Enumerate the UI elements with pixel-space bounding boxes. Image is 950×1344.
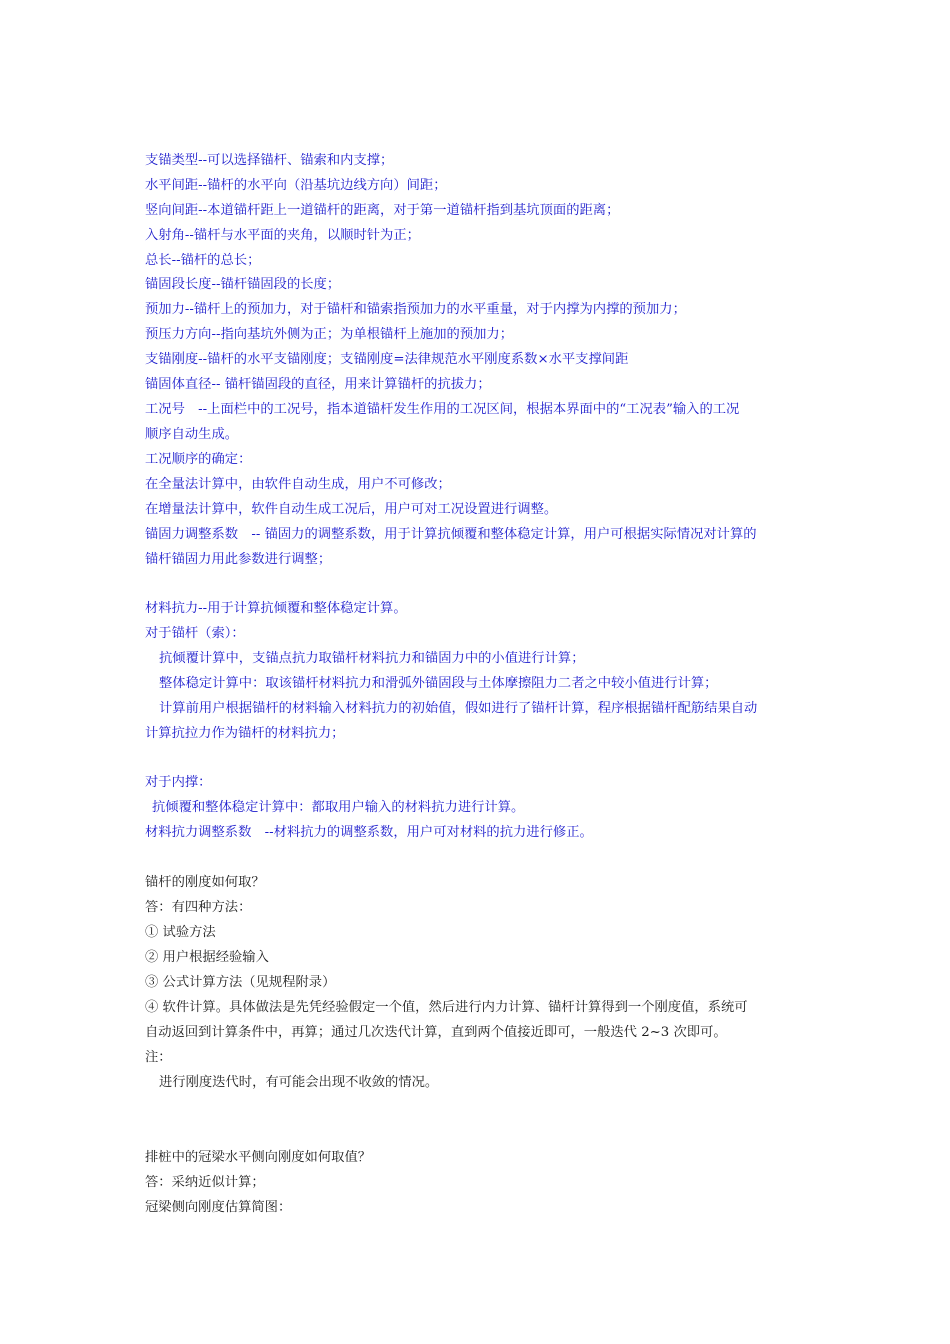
case-order-heading: 工况顺序的确定： [145,452,252,467]
method-experience: ② 用户根据经验输入 [145,950,269,965]
stiffness-question: 锚杆的刚度如何取？ [145,875,265,890]
definition-anchorage-length: 锚固段长度--锚杆锚固段的长度； [145,277,341,292]
definition-horizontal-spacing: 水平间距--锚杆的水平向（沿基坑边线方向）间距； [145,178,447,193]
anchor-item-overturning: 抗倾覆计算中，支锚点抗力取锚杆材料抗力和锚固力中的小值进行计算； [159,651,585,666]
stiffness-answer: 答：有四种方法： [145,900,252,915]
strut-item: 抗倾覆和整体稳定计算中：都取用户输入的材料抗力进行计算。 [152,800,525,815]
crown-beam-question: 排桩中的冠梁水平侧向刚度如何取值？ [145,1150,372,1165]
material-resistance-title: 材料抗力--用于计算抗倾覆和整体稳定计算。 [145,601,407,616]
definition-total-length: 总长--锚杆的总长； [145,253,261,268]
definition-anchorage-factor: 锚固力调整系数 -- 锚固力的调整系数，用于计算抗倾覆和整体稳定计算，用户可根据实际情况对计算的 [145,527,757,542]
definition-support-type: 支锚类型--可以选择锚杆、锚索和内支撑； [145,153,394,168]
definition-anchor-diameter: 锚固体直径-- 锚杆锚固段的直径，用来计算锚杆的抗拔力； [145,377,491,392]
definition-incidence-angle: 入射角--锚杆与水平面的夹角，以顺时针为正； [145,228,420,243]
definition-prestress: 预加力--锚杆上的预加力，对于锚杆和锚索指预加力的水平重量，对于内撑为内撑的预加力； [145,302,686,317]
material-adjust-factor: 材料抗力调整系数 --材料抗力的调整系数，用户可对材料的抗力进行修正。 [145,825,593,840]
case-order-incremental-method: 在增量法计算中，软件自动生成工况后，用户可对工况设置进行调整。 [145,502,558,517]
definition-vertical-spacing: 竖向间距--本道锚杆距上一道锚杆的距离，对于第一道锚杆指到基坑顶面的距离； [145,203,620,218]
note-label: 注： [145,1050,172,1065]
anchor-item-stability: 整体稳定计算中：取该锚杆材料抗力和滑弧外锚固段与土体摩擦阻力二者之中较小值进行计算； [159,676,718,691]
case-order-full-method: 在全量法计算中，由软件自动生成，用户不可修改； [145,477,451,492]
definition-case-number-cont: 顺序自动生成。 [145,427,239,442]
anchor-heading: 对于锚杆（索）： [145,626,245,641]
method-test: ① 试验方法 [145,925,216,940]
definition-prestress-direction: 预压力方向--指向基坑外侧为正；为单根锚杆上施加的预加力； [145,327,514,342]
definition-support-stiffness: 支锚刚度--锚杆的水平支锚刚度；支锚刚度=法律规范水平刚度系数×水平支撑间距 [145,352,629,367]
definition-case-number: 工况号 --上面栏中的工况号，指本道锚杆发生作用的工况区间，根据本界面中的“工况表”输入的工况 [145,402,740,417]
crown-beam-answer: 答：采纳近似计算； [145,1175,265,1190]
crown-beam-figure-caption: 冠梁侧向刚度估算简图： [145,1200,292,1215]
anchor-item-initial-value-cont: 计算抗拉力作为锚杆的材料抗力； [145,726,345,741]
note-text: 进行刚度迭代时，有可能会出现不收敛的情况。 [159,1075,439,1090]
method-software-cont: 自动返回到计算条件中，再算；通过几次迭代计算，直到两个值接近即可，一般迭代 2~3 次即可。 [145,1025,727,1040]
method-formula: ③ 公式计算方法（见规程附录） [145,975,336,990]
anchor-item-initial-value: 计算前用户根据锚杆的材料输入材料抗力的初始值，假如进行了锚杆计算，程序根据锚杆配筋结果自动 [159,701,758,716]
definition-anchorage-factor-cont: 锚杆锚固力用此参数进行调整； [145,552,332,567]
strut-heading: 对于内撑： [145,775,212,790]
method-software: ④ 软件计算。具体做法是先凭经验假定一个值，然后进行内力计算、锚杆计算得到一个刚度值，系统可 [145,1000,748,1015]
